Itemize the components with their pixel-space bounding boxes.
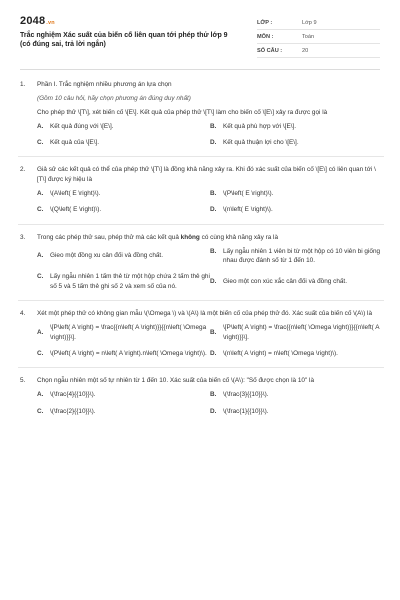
section-instruction: (Gồm 10 câu hỏi, hãy chọn phương án đúng duy nhất): [37, 95, 191, 103]
page-title: Trắc nghiệm Xác suất của biến cố liên quan tới phép thử lớp 9 (có đúng sai, trả lời ngắn): [20, 32, 228, 49]
option-text: Kết quả thuận lợi cho \[E\].: [223, 139, 299, 147]
option-text: \(\frac{1}{{10}}\).: [223, 407, 269, 415]
option-d[interactable]: [210, 272, 383, 291]
question-text: Chọn ngẫu nhiên một số tự nhiên từ 1 đến 10. Xác suất của biến cố \(A\): "Số được chọn là 10" là: [37, 377, 314, 385]
option-letter: A.: [37, 122, 44, 130]
option-d[interactable]: [210, 407, 383, 416]
meta-value: Toán: [302, 34, 315, 40]
options: [20, 189, 382, 215]
option-text: \(A\left( E \right)\).: [50, 189, 101, 197]
option-d[interactable]: [210, 205, 383, 214]
option-letter: A.: [37, 252, 44, 260]
meta-row-subject: [257, 30, 380, 44]
option-letter: D.: [210, 407, 217, 415]
option-text: \(\frac{2}{{10}}\).: [50, 407, 96, 415]
option-text: Gieo một đồng xu cân đối và đồng chất.: [50, 252, 163, 260]
option-letter: C.: [37, 349, 44, 357]
option-text: \(n\left( A \right) = n\left( \Omega \right)\).: [223, 349, 338, 357]
option-letter: A.: [37, 391, 44, 399]
meta-row-count: [257, 44, 380, 58]
option-b[interactable]: [210, 189, 383, 198]
option-text: \[P\left( A \right) = \frac{{n\left( \Omega \right)}}{{n\left( A \right)}}\].: [223, 324, 380, 341]
option-a[interactable]: [37, 189, 210, 198]
section-title: Phần I. Trắc nghiệm nhiều phương án lựa chọn: [37, 81, 172, 88]
option-text: Gieo một con xúc xắc cân đối và đồng chất.: [223, 278, 347, 286]
option-b[interactable]: [210, 122, 383, 131]
option-letter: D.: [210, 139, 217, 147]
meta-row-class: [257, 16, 380, 30]
meta-table: [257, 16, 380, 58]
logo-text: 2048: [20, 15, 46, 27]
question-divider: [18, 156, 384, 157]
question-text-emphasis: không: [180, 233, 200, 241]
option-text: \(n\left( E \right)\).: [223, 206, 273, 214]
meta-value: Lớp 9: [302, 20, 317, 26]
option-letter: B.: [210, 189, 217, 197]
question-divider: [18, 300, 384, 301]
option-text: \[P\left( A \right) = \frac{{n\left( A \right)}}{{n\left( \Omega \right)}}\].: [50, 324, 207, 341]
question-4: [20, 309, 382, 358]
options: [20, 247, 382, 291]
option-d[interactable]: [210, 349, 383, 358]
option-letter: D.: [210, 206, 217, 214]
option-a[interactable]: [37, 390, 210, 399]
question-text: Giả sử các kết quả có thể của phép thử \[T\] là đồng khả năng xảy ra. Khi đó xác suất của biến cố \[E\] có liên quan tới \[T\] được ký hiệu là: [37, 166, 376, 183]
option-letter: B.: [210, 328, 217, 336]
header: [20, 14, 380, 66]
option-a[interactable]: [37, 323, 210, 342]
question-text: Xét một phép thử có không gian mẫu \(\Omega \) và \(A\) là một biến cố của phép thử đó. Xác suất của biến cố \(A\) là: [37, 309, 373, 317]
option-letter: D.: [210, 278, 217, 286]
option-c[interactable]: [37, 205, 210, 214]
option-d[interactable]: [210, 138, 383, 147]
question-text-part: có cùng khả năng xảy ra là: [199, 233, 279, 241]
question-list: [20, 80, 382, 425]
option-c[interactable]: [37, 272, 210, 291]
option-b[interactable]: [210, 323, 383, 342]
question-number: 3.: [20, 233, 26, 241]
question-1: [20, 80, 382, 147]
option-b[interactable]: [210, 247, 383, 266]
question-number: 1.: [20, 81, 26, 88]
option-c[interactable]: [37, 407, 210, 416]
question-5: [20, 376, 382, 416]
option-text: \(P\left( A \right) = n\left( A \right).n\left( \Omega \right)\).: [50, 349, 207, 357]
option-letter: A.: [37, 328, 44, 336]
option-letter: D.: [210, 349, 217, 357]
question-text: [37, 233, 382, 242]
option-a[interactable]: [37, 122, 210, 131]
option-letter: C.: [37, 407, 44, 415]
option-letter: B.: [210, 122, 217, 130]
question-divider: [18, 367, 384, 368]
site-logo[interactable]: [20, 14, 55, 30]
header-divider: [20, 69, 380, 70]
option-letter: C.: [37, 273, 44, 281]
meta-key: SỐ CÂU :: [257, 48, 283, 54]
meta-key: LỚP :: [257, 20, 273, 26]
meta-value: 20: [302, 48, 309, 54]
meta-key: MÔN :: [257, 34, 274, 40]
option-c[interactable]: [37, 349, 210, 358]
options: [20, 122, 382, 148]
option-text: \(Q\left( E \right)\).: [50, 206, 102, 214]
options: [20, 323, 382, 358]
option-letter: B.: [210, 247, 217, 255]
option-text: Kết quả đúng với \[E\].: [50, 122, 114, 130]
option-letter: C.: [37, 206, 44, 214]
option-text: Kết quả của \[E\].: [50, 139, 100, 147]
question-number: 4.: [20, 309, 26, 317]
question-2: [20, 165, 382, 214]
option-text: \(P\left( E \right)\).: [223, 189, 274, 197]
question-3: [20, 233, 382, 291]
option-c[interactable]: [37, 138, 210, 147]
option-b[interactable]: [210, 390, 383, 399]
option-letter: C.: [37, 139, 44, 147]
option-text: Lấy ngẫu nhiên 1 tấm thẻ từ một hộp chứa 2 tấm thẻ ghi số 5 và 5 tấm thẻ ghi số 2 và xem số của nó.: [50, 273, 210, 290]
question-number: 2.: [20, 166, 26, 174]
option-a[interactable]: [37, 247, 210, 266]
logo-suffix: .vn: [46, 20, 55, 26]
question-divider: [18, 224, 384, 225]
question-text: Cho phép thử \[T\], xét biến cố \[E\]. Kết quả của phép thử \[T\] làm cho biến cố \[E\] xảy ra được gọi là: [37, 108, 328, 116]
option-letter: A.: [37, 189, 44, 197]
option-text: \(\frac{3}{{10}}\).: [223, 391, 269, 399]
option-text: \(\frac{4}{{10}}\).: [50, 391, 96, 399]
option-text: Kết quả phù hợp với \[E\].: [223, 122, 297, 130]
option-letter: B.: [210, 391, 217, 399]
question-text-part: Trong các phép thử sau, phép thử mà các kết quả: [37, 233, 181, 241]
options: [20, 390, 382, 416]
question-number: 5.: [20, 377, 26, 385]
option-text: Lấy ngẫu nhiên 1 viên bi từ một hộp có 10 viên bi giống nhau được đánh số từ 1 đến 10.: [223, 247, 381, 265]
